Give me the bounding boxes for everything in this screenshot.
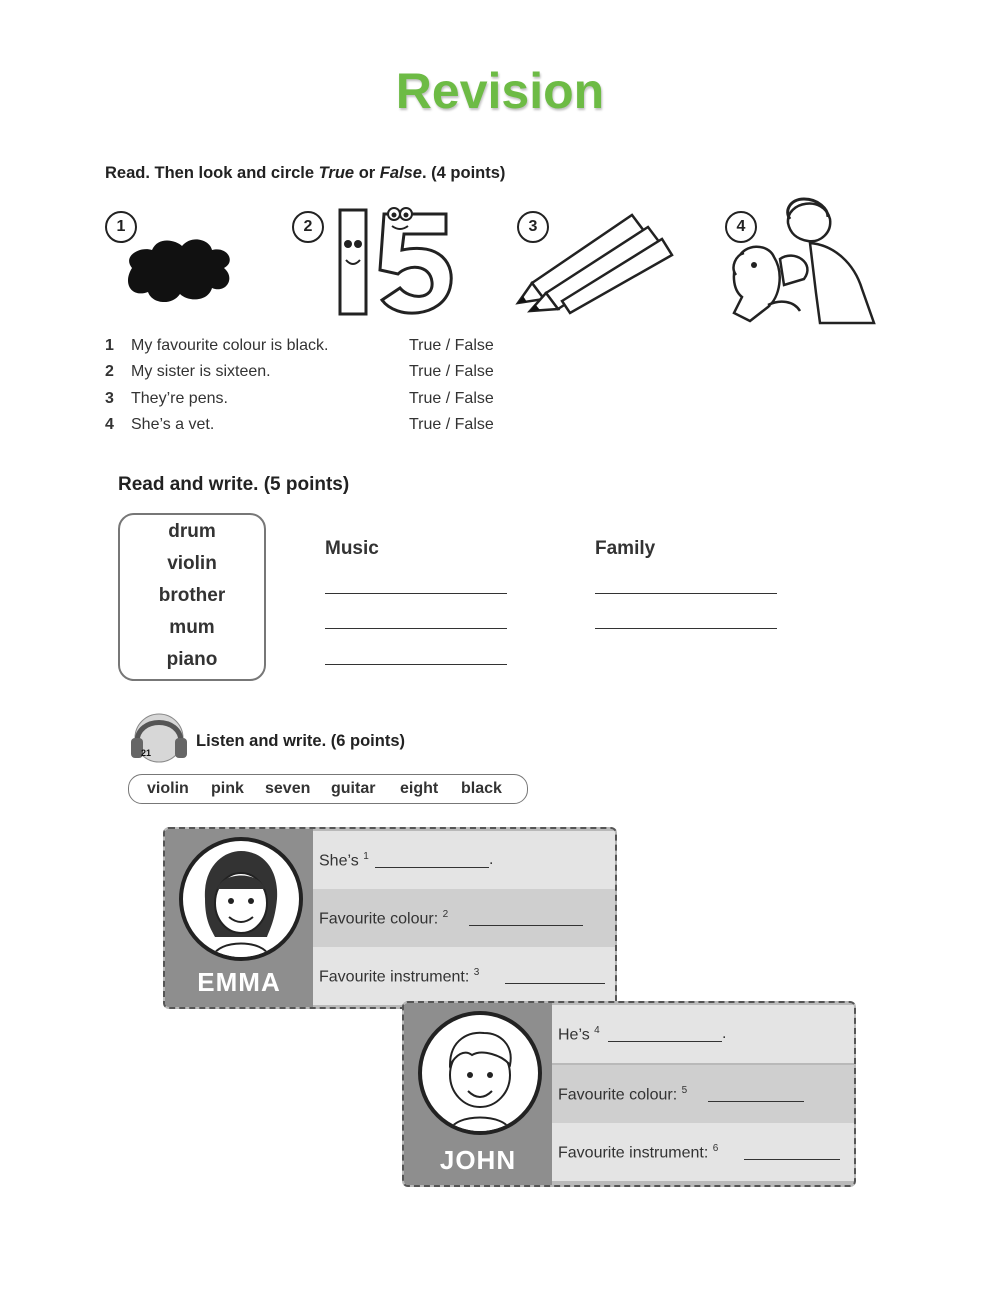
word-box-item: mum	[169, 617, 215, 638]
label-text: Favourite colour:	[319, 910, 439, 928]
card-row-label	[319, 909, 448, 928]
card-row	[313, 889, 615, 947]
label-text: Favourite instrument:	[558, 1144, 709, 1162]
headphones-icon[interactable]	[127, 708, 191, 766]
picture-number-badge: 4	[725, 211, 757, 243]
card-row	[552, 1065, 854, 1123]
heading-part: or	[354, 164, 380, 182]
card-row	[313, 947, 615, 1005]
girl-portrait-icon	[179, 837, 303, 961]
gap-number: 5	[681, 1085, 688, 1096]
label-text: He’s	[558, 1026, 590, 1044]
column-heading-family: Family	[595, 538, 656, 559]
true-false-option[interactable]: True / False	[409, 390, 494, 407]
label-text: Favourite instrument:	[319, 968, 470, 986]
word-bank-item: pink	[211, 780, 244, 797]
card-row-label	[558, 1085, 687, 1104]
exercise-3-heading: Listen and write. (6 points)	[196, 732, 406, 750]
true-false-option[interactable]: True / False	[409, 337, 494, 354]
statement-number: 3	[105, 390, 114, 407]
statement-number: 4	[105, 416, 114, 433]
card-row-label	[558, 1143, 718, 1162]
gap-number: 1	[363, 851, 369, 862]
word-box-item: violin	[167, 553, 217, 574]
card-name: JOHN	[439, 1145, 517, 1175]
answer-line[interactable]	[325, 628, 507, 629]
card-portrait-panel	[404, 1003, 552, 1185]
picture-number-badge: 3	[517, 211, 549, 243]
answer-line[interactable]	[744, 1159, 840, 1160]
true-false-option[interactable]: True / False	[409, 363, 494, 380]
answer-line[interactable]	[708, 1101, 804, 1102]
gap-number: 3	[473, 967, 480, 978]
label-text: She’s	[319, 852, 359, 870]
exercise-1-heading	[105, 164, 505, 183]
card-row-label	[558, 1025, 600, 1044]
answer-line[interactable]	[595, 628, 777, 629]
exercise-2-heading: Read and write. (5 points)	[118, 474, 350, 495]
statement-text: They’re pens.	[131, 390, 228, 407]
vet-with-dog-icon	[724, 193, 884, 329]
black-blob-icon	[118, 228, 238, 308]
word-box	[118, 513, 266, 681]
answer-line[interactable]	[505, 983, 605, 984]
word-box-item: brother	[158, 585, 226, 606]
answer-line[interactable]	[469, 925, 583, 926]
column-heading-music: Music	[325, 538, 379, 559]
statement-number: 1	[105, 337, 114, 354]
track-number: 21	[141, 748, 152, 758]
word-bank-item: eight	[400, 780, 439, 797]
statement-text: My sister is sixteen.	[131, 363, 271, 380]
word-bank-item: violin	[147, 780, 189, 797]
picture-number-badge: 2	[292, 211, 324, 243]
word-bank-item: seven	[265, 780, 311, 797]
answer-line[interactable]	[325, 593, 507, 594]
word-bank-item: black	[461, 780, 502, 797]
answer-line[interactable]	[375, 867, 489, 868]
heading-true: True	[318, 164, 355, 182]
word-box-item: piano	[166, 649, 218, 670]
card-row-label	[319, 967, 479, 986]
answer-line[interactable]	[325, 664, 507, 665]
card-row-label	[319, 851, 369, 870]
gap-number: 6	[712, 1143, 719, 1154]
heading-part: Read. Then look and circle	[105, 164, 319, 182]
number-fifteen-icon	[330, 200, 460, 318]
profile-card-emma	[163, 827, 617, 1009]
card-portrait-panel	[165, 829, 313, 1007]
heading-false: False	[379, 164, 422, 182]
page-title: Revision	[395, 63, 605, 119]
true-false-option[interactable]: True / False	[409, 416, 494, 433]
answer-line[interactable]	[608, 1041, 722, 1042]
pencils-icon	[512, 205, 677, 315]
answer-line[interactable]	[595, 593, 777, 594]
card-row	[552, 1123, 854, 1181]
word-box-item: drum	[168, 521, 216, 542]
heading-part: . (4 points)	[421, 164, 506, 182]
statement-text: My favourite colour is black.	[131, 337, 329, 354]
label-text: Favourite colour:	[558, 1086, 678, 1104]
word-bank-item: guitar	[331, 780, 376, 797]
picture-number-badge: 1	[105, 211, 137, 243]
word-bank	[128, 774, 528, 804]
card-row	[313, 831, 615, 889]
gap-number: 2	[442, 909, 449, 920]
profile-card-john	[402, 1001, 856, 1187]
boy-portrait-icon	[418, 1011, 542, 1135]
card-name: EMMA	[197, 967, 281, 997]
statement-text: She’s a vet.	[131, 416, 215, 433]
statement-number: 2	[105, 363, 114, 380]
sentence-end: .	[489, 851, 494, 868]
gap-number: 4	[594, 1025, 600, 1036]
card-row	[552, 1005, 854, 1063]
sentence-end: .	[722, 1025, 727, 1042]
